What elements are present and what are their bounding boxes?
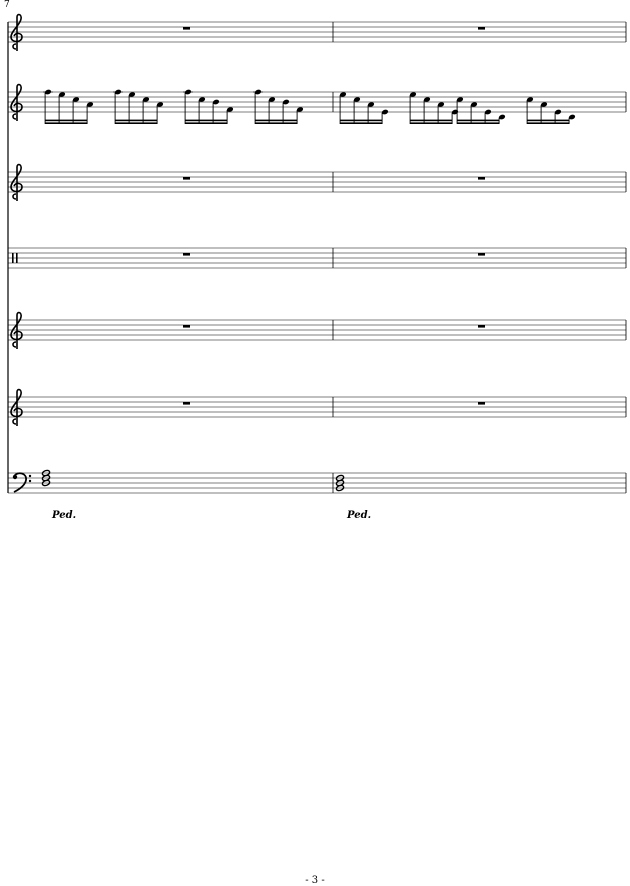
beam <box>45 122 87 124</box>
percussion-clef-icon <box>16 253 18 263</box>
beam <box>45 120 87 122</box>
beam <box>410 120 452 122</box>
beam <box>457 120 499 122</box>
whole-rest-icon <box>478 325 485 328</box>
beam <box>457 122 499 124</box>
beam <box>115 122 157 124</box>
whole-rest-icon <box>478 177 485 180</box>
percussion-clef-icon <box>12 253 14 263</box>
beam <box>185 122 227 124</box>
whole-rest-icon <box>478 27 485 30</box>
pedal-mark: Ped. <box>52 510 77 521</box>
beam <box>527 120 569 122</box>
beam <box>115 120 157 122</box>
page-number: - 3 - <box>305 875 325 886</box>
beam <box>340 122 382 124</box>
whole-rest-icon <box>183 402 190 405</box>
treble-clef-icon <box>11 15 22 51</box>
pedal-mark: Ped. <box>347 510 372 521</box>
beam <box>255 122 297 124</box>
whole-rest-icon <box>183 27 190 30</box>
treble-clef-icon <box>11 390 22 426</box>
beam <box>255 120 297 122</box>
whole-rest-icon <box>183 253 190 256</box>
treble-clef-icon <box>11 313 22 349</box>
bass-clef-icon <box>13 473 31 492</box>
whole-rest-icon <box>183 325 190 328</box>
whole-rest-icon <box>183 177 190 180</box>
beam <box>340 120 382 122</box>
beam <box>527 122 569 124</box>
treble-clef-icon <box>11 165 22 201</box>
measure-number: 7 <box>4 0 10 10</box>
beam <box>410 122 452 124</box>
whole-rest-icon <box>478 402 485 405</box>
beam <box>185 120 227 122</box>
treble-clef-icon <box>11 85 22 121</box>
whole-rest-icon <box>478 253 485 256</box>
